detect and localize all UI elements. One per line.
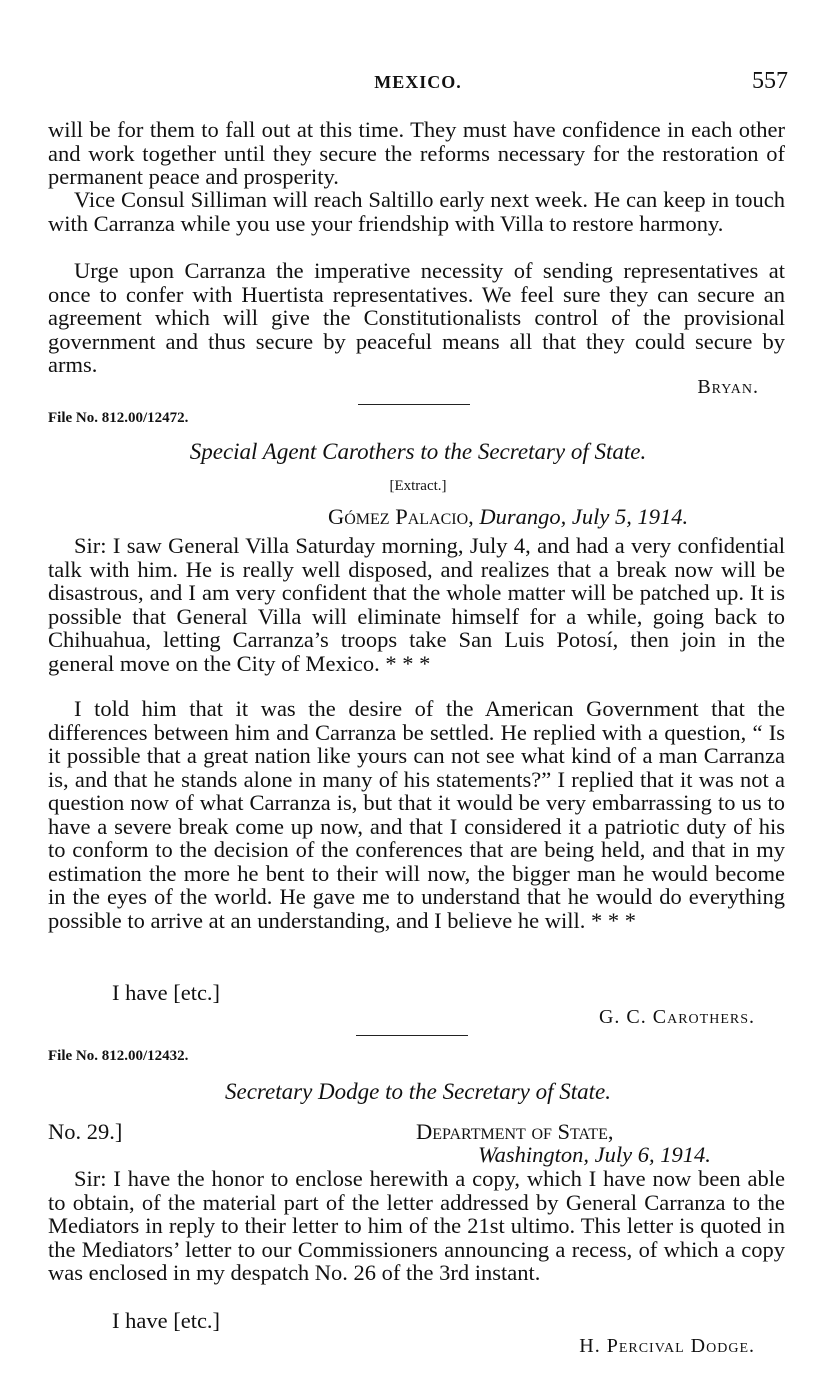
letter3-file-number: File No. 812.00/12432. [48, 1048, 189, 1064]
letter2-heading: Special Agent Carothers to the Secretary of State. [189, 439, 647, 464]
letter3-dateline-place: Department of State, [416, 1119, 614, 1144]
letter3-heading: Secretary Dodge to the Secretary of State. [225, 1079, 611, 1104]
letter2-dateline [328, 504, 688, 530]
letter3-number: No. 29.] [48, 1119, 123, 1144]
letter2-file-number: File No. 812.00/12472. [48, 410, 189, 426]
running-head-title: MEXICO. [374, 72, 462, 92]
letter1-paragraph-3: Urge upon Carranza the imperative necessity of sending representatives at once to confer with Huertista representatives. We feel sure they can secure an agreement which will give the Constitutionalists control of the provisional government and thus secure by peaceful means all that they could secure by arms. [48, 258, 785, 377]
letter1-paragraph-1: will be for them to fall out at this time. They must have confidence in each other and work together until they secure the reforms necessary for the restoration of permanent peace and prosperity. [48, 117, 785, 189]
running-head [48, 68, 788, 98]
letter2-signature: G. C. Carothers. [598, 1006, 755, 1028]
letter2-extract-note: [Extract.] [389, 478, 447, 494]
letter2-dateline-date: Durango, July 5, 1914. [479, 504, 689, 529]
page-number: 557 [752, 68, 788, 94]
letter3-closing: I have [etc.] [112, 1308, 221, 1333]
letter1-paragraph-2: Vice Consul Silliman will reach Saltillo early next week. He can keep in touch with Carranza while you use your friendship with Villa to restore harmony. [48, 187, 785, 236]
letter2-paragraph-1: Sir: I saw General Villa Saturday morning, July 4, and had a very confidential talk with him. He is really well disposed, and realizes that a break now will be disastrous, and I am very confident that the whole matter will be patched up. It is possible that General Villa will eliminate himself for a while, going back to Chihuahua, letting Carranza’s troops take San Luis Potosí, then join in the general move on the City of Mexico. * * * [48, 533, 785, 676]
letter2-dateline-place: Gómez Palacio, [328, 504, 474, 529]
letter3-paragraph-1: Sir: I have the honor to enclose herewith a copy, which I have now been able to obtain, of the material part of the letter addressed by General Carranza to the Mediators in reply to their letter to him of the 21st ultimo. This letter is quoted in the Mediators’ letter to our Commissioners announcing a recess, of which a copy was enclosed in my despatch No. 26 of the 3rd instant. [48, 1166, 785, 1285]
letter3-signature: H. Percival Dodge. [579, 1335, 755, 1357]
letter2-closing: I have [etc.] [112, 980, 221, 1005]
letter3-dateline-date [478, 1142, 711, 1168]
letter3-dateline-date-text: Washington, July 6, 1914. [478, 1142, 711, 1167]
section-divider-1 [358, 404, 470, 405]
section-divider-2 [356, 1035, 468, 1036]
letter1-signature: Bryan. [697, 376, 759, 398]
letter2-paragraph-2: I told him that it was the desire of the American Government that the differences between him and Carranza be settled. He replied with a question, “ Is it possible that a great nation like yours can not see what kind of a man Carranza is, and that he stands alone in many of his statements?” I replied that it was not a question now of what Carranza is, but that it would be very embarrassing to us to have a severe break come up now, and that I considered it a patriotic duty of his to conform to the decision of the conferences that are being held, and that in my estimation the more he bent to their will now, the bigger man he would become in the eyes of the world. He gave me to understand that he would do everything possible to arrive at an understanding, and I believe he will. * * * [48, 696, 785, 933]
